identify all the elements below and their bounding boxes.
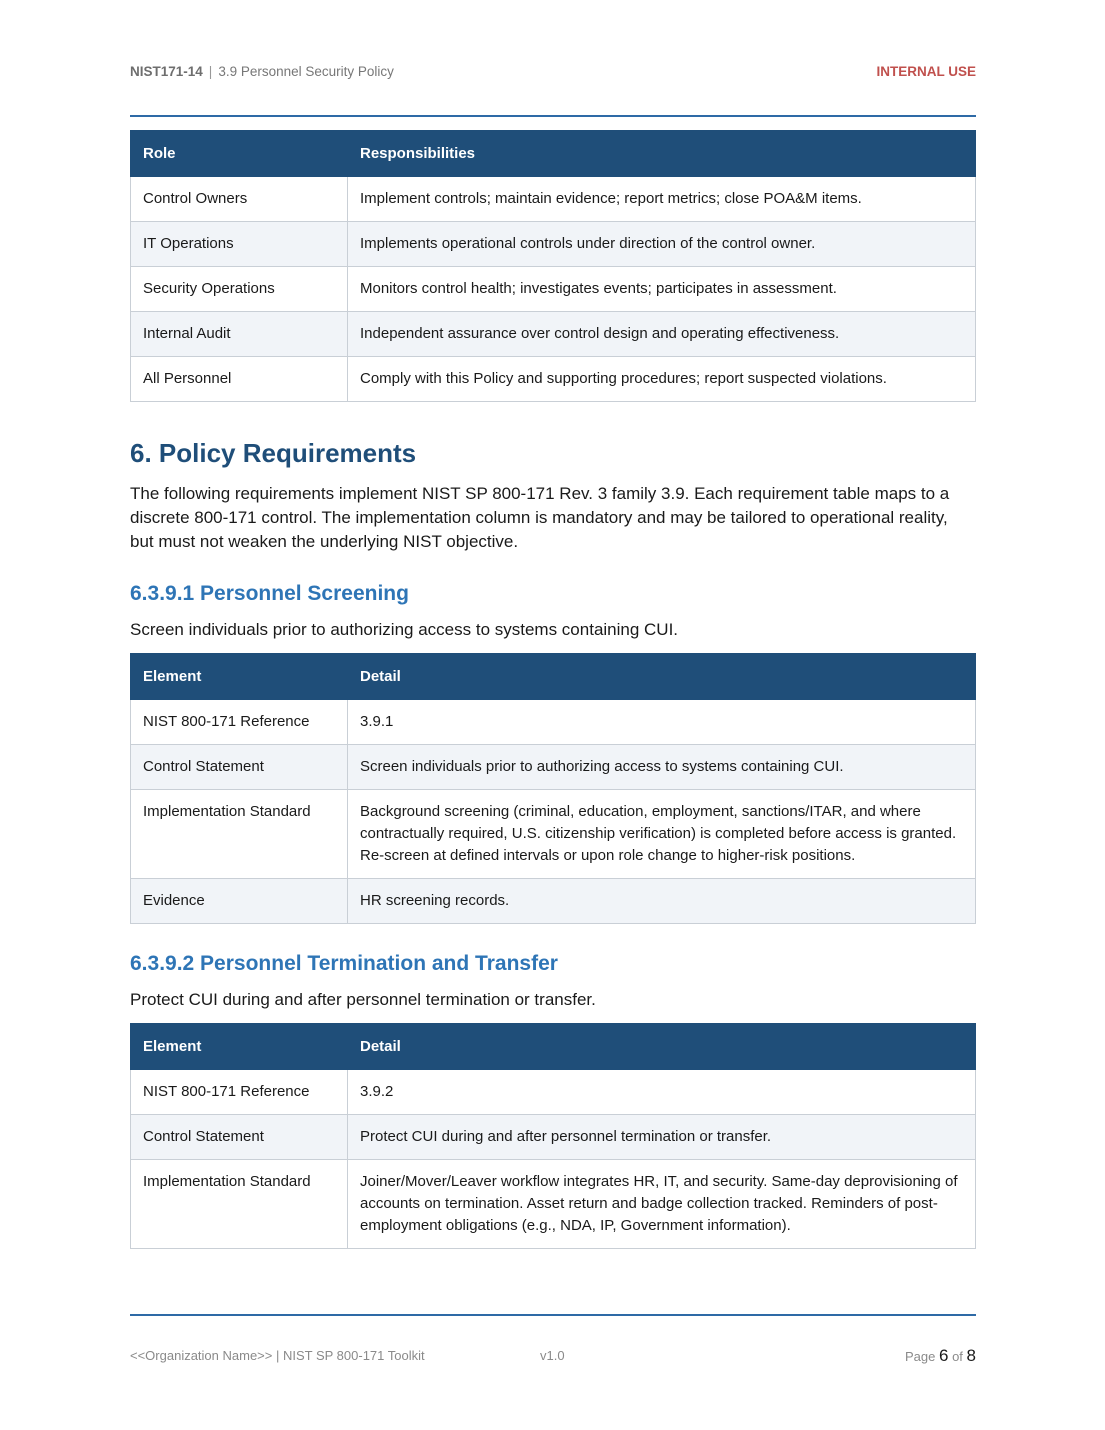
table-header-row xyxy=(131,654,976,700)
element-cell: Implementation Standard xyxy=(131,1160,348,1249)
column-header: Responsibilities xyxy=(348,131,976,177)
header-rule xyxy=(130,115,976,117)
detail-cell: Screen individuals prior to authorizing access to systems containing CUI. xyxy=(348,745,976,790)
footer-rule xyxy=(130,1314,976,1316)
table-row xyxy=(131,1160,976,1249)
detail-cell: Background screening (criminal, education, employment, sanctions/ITAR, and where contractually required, U.S. citizenship verification) is completed before access is granted. Re-screen at defined intervals or upon role change to higher-risk positions. xyxy=(348,790,976,879)
page-footer xyxy=(130,1346,976,1368)
role-cell: Internal Audit xyxy=(131,312,348,357)
responsibility-cell: Independent assurance over control design and operating effectiveness. xyxy=(348,312,976,357)
table-row xyxy=(131,1115,976,1160)
table-row xyxy=(131,357,976,402)
table-row xyxy=(131,879,976,924)
requirement-heading: 6.3.9.1 Personnel Screening xyxy=(130,582,409,605)
section-intro: The following requirements implement NIST SP 800-171 Rev. 3 family 3.9. Each requirement table maps to a discrete 800-171 control. The implementation column is mandatory and may be tailored to operational reality, but must not weaken the underlying NIST objective. xyxy=(130,484,950,551)
requirement-summary: Screen individuals prior to authorizing access to systems containing CUI. xyxy=(130,620,679,639)
detail-cell: Joiner/Mover/Leaver workflow integrates HR, IT, and security. Same-day deprovisioning of accounts on termination. Asset return and badge collection tracked. Reminders of post-employment obligations (e.g., NDA, IP, Government information). xyxy=(348,1160,976,1249)
section-heading: 6. Policy Requirements xyxy=(130,438,417,468)
page-of-label: of xyxy=(952,1349,963,1364)
requirement-summary: Protect CUI during and after personnel termination or transfer. xyxy=(130,990,596,1009)
responsibility-cell: Implement controls; maintain evidence; report metrics; close POA&M items. xyxy=(348,177,976,222)
table-row xyxy=(131,312,976,357)
detail-cell: Protect CUI during and after personnel termination or transfer. xyxy=(348,1115,976,1160)
requirement-table xyxy=(130,653,976,924)
element-cell: Evidence xyxy=(131,879,348,924)
element-cell: NIST 800-171 Reference xyxy=(131,700,348,745)
element-cell: Control Statement xyxy=(131,1115,348,1160)
detail-cell: 3.9.2 xyxy=(348,1070,976,1115)
table-row xyxy=(131,1070,976,1115)
table-row xyxy=(131,790,976,879)
classification-label: INTERNAL USE xyxy=(876,64,976,79)
detail-cell: 3.9.1 xyxy=(348,700,976,745)
role-cell: IT Operations xyxy=(131,222,348,267)
column-header: Detail xyxy=(348,1024,976,1070)
role-cell: Security Operations xyxy=(131,267,348,312)
table-row xyxy=(131,222,976,267)
header-separator: | xyxy=(208,64,213,79)
responsibility-cell: Monitors control health; investigates events; participates in assessment. xyxy=(348,267,976,312)
column-header: Detail xyxy=(348,654,976,700)
page-current: 6 xyxy=(938,1346,949,1365)
requirement-heading: 6.3.9.2 Personnel Termination and Transfer xyxy=(130,952,558,975)
doc-title: 3.9 Personnel Security Policy xyxy=(218,64,394,79)
roles-table xyxy=(130,130,976,402)
doc-id: NIST171-14 xyxy=(130,64,203,79)
footer-version: v1.0 xyxy=(540,1348,565,1363)
element-cell: Implementation Standard xyxy=(131,790,348,879)
table-row xyxy=(131,267,976,312)
detail-cell: HR screening records. xyxy=(348,879,976,924)
page-header xyxy=(130,64,976,84)
table-row xyxy=(131,177,976,222)
main-content xyxy=(130,130,976,1249)
responsibility-cell: Implements operational controls under direction of the control owner. xyxy=(348,222,976,267)
element-cell: NIST 800-171 Reference xyxy=(131,1070,348,1115)
element-cell: Control Statement xyxy=(131,745,348,790)
role-cell: Control Owners xyxy=(131,177,348,222)
column-header: Element xyxy=(131,1024,348,1070)
table-row xyxy=(131,700,976,745)
page-number xyxy=(905,1346,976,1366)
column-header: Role xyxy=(131,131,348,177)
footer-org: <<Organization Name>> | NIST SP 800-171 Toolkit xyxy=(130,1348,425,1363)
role-cell: All Personnel xyxy=(131,357,348,402)
requirement-table xyxy=(130,1023,976,1249)
table-header-row xyxy=(131,1024,976,1070)
table-row xyxy=(131,745,976,790)
page-total: 8 xyxy=(966,1346,976,1365)
page-label: Page xyxy=(904,1349,936,1364)
table-header-row xyxy=(131,131,976,177)
responsibility-cell: Comply with this Policy and supporting procedures; report suspected violations. xyxy=(348,357,976,402)
column-header: Element xyxy=(131,654,348,700)
